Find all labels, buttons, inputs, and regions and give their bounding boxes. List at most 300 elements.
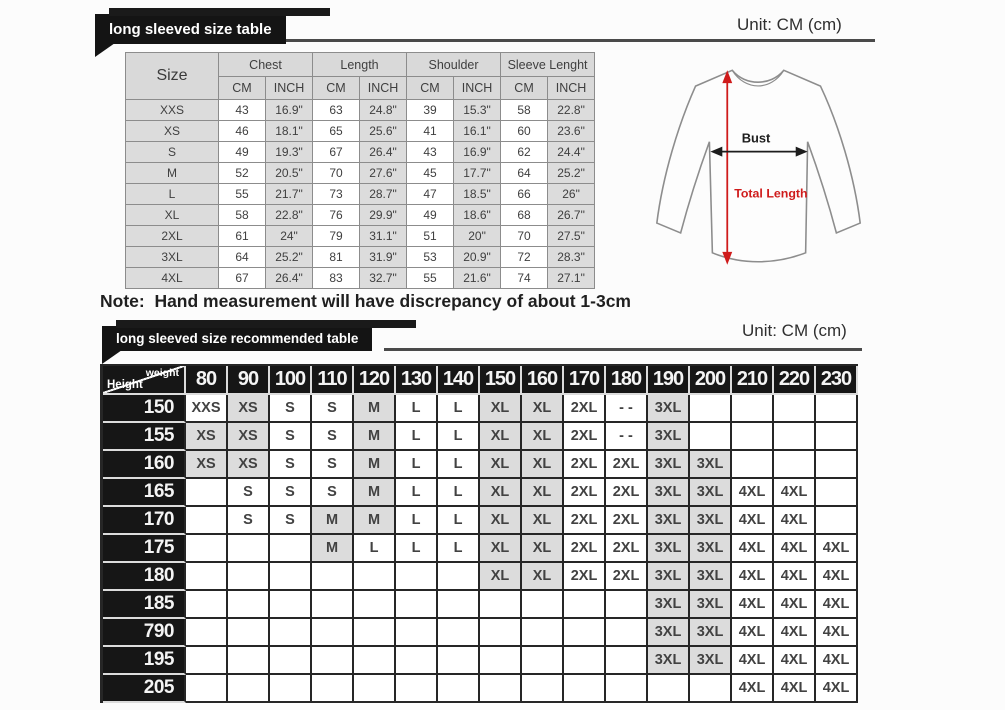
recommended-size-cell <box>816 479 858 507</box>
recommended-size-cell: 2XL <box>564 423 606 451</box>
measurement-cell: 26.7" <box>548 205 595 226</box>
recommended-size-cell: 3XL <box>648 619 690 647</box>
recommended-size-cell <box>816 451 858 479</box>
recommended-size-cell: 4XL <box>732 535 774 563</box>
recommended-table-row <box>103 619 858 647</box>
recommended-size-cell: XL <box>480 451 522 479</box>
recommended-size-cell: M <box>354 395 396 423</box>
recommended-size-cell <box>186 507 228 535</box>
recommended-size-cell <box>186 479 228 507</box>
recommended-size-cell: XL <box>522 507 564 535</box>
recommended-size-cell: 3XL <box>648 535 690 563</box>
measurement-cell: 22.8" <box>548 100 595 121</box>
recommended-table-row <box>103 591 858 619</box>
measurement-cell: 25.6" <box>360 121 407 142</box>
recommended-size-cell <box>480 619 522 647</box>
recommended-size-cell <box>270 591 312 619</box>
recommended-size-cell <box>438 591 480 619</box>
recommended-size-cell <box>438 619 480 647</box>
recommended-size-cell: 4XL <box>774 507 816 535</box>
recommended-table-row <box>103 451 858 479</box>
recommended-size-cell <box>270 563 312 591</box>
shirt-outline <box>657 70 860 261</box>
recommended-size-cell: 3XL <box>648 647 690 675</box>
recommended-size-cell: 4XL <box>816 535 858 563</box>
recommended-size-cell <box>606 647 648 675</box>
measurement-cell: 15.3" <box>454 100 501 121</box>
measurement-cell: 81 <box>313 247 360 268</box>
recommended-size-cell: XS <box>186 451 228 479</box>
recommended-size-cell: XL <box>480 507 522 535</box>
unit-label: Unit: CM (cm) <box>742 321 847 340</box>
recommended-size-cell: XL <box>522 535 564 563</box>
weight-header-cell: 200 <box>690 366 732 395</box>
weight-header-cell: 190 <box>648 366 690 395</box>
measurement-cell: 27.6" <box>360 163 407 184</box>
measurement-cell: 16.9" <box>454 142 501 163</box>
recommended-size-cell: S <box>270 479 312 507</box>
size-label-cell: XXS <box>126 100 219 121</box>
recommended-size-cell <box>354 619 396 647</box>
recommended-size-cell <box>522 675 564 703</box>
recommended-size-cell <box>228 591 270 619</box>
recommended-size-cell: 3XL <box>648 423 690 451</box>
size-table-banner <box>95 14 286 44</box>
measurement-cell: 19.3" <box>266 142 313 163</box>
recommended-size-cell: XL <box>522 479 564 507</box>
recommended-size-cell: 3XL <box>648 451 690 479</box>
measurement-cell: 51 <box>407 226 454 247</box>
recommended-size-cell: 2XL <box>564 395 606 423</box>
bust-label: Bust <box>741 130 771 146</box>
recommended-size-cell: L <box>354 535 396 563</box>
size-table-row <box>126 163 595 184</box>
recommended-size-cell: 4XL <box>732 591 774 619</box>
recommended-size-cell <box>186 619 228 647</box>
measurement-cell: 22.8" <box>266 205 313 226</box>
recommended-size-cell: XS <box>228 423 270 451</box>
col-group-header: Sleeve Lenght <box>501 53 595 77</box>
recommended-size-cell: XL <box>480 423 522 451</box>
recommended-size-cell: 4XL <box>816 591 858 619</box>
recommended-size-cell: S <box>228 507 270 535</box>
recommended-size-cell: 4XL <box>774 675 816 703</box>
recommended-size-cell: 2XL <box>606 563 648 591</box>
measurement-cell: 67 <box>313 142 360 163</box>
size-table-header-row <box>126 53 595 77</box>
recommended-size-cell <box>396 675 438 703</box>
recommended-size-cell: 3XL <box>648 479 690 507</box>
corner-height-label: Height <box>107 379 143 391</box>
size-measurement-table <box>125 52 595 289</box>
height-label-cell: 195 <box>103 647 186 675</box>
unit-subheader: INCH <box>360 77 407 100</box>
size-table-row <box>126 247 595 268</box>
recommended-table-row <box>103 535 858 563</box>
recommended-size-cell: 4XL <box>774 591 816 619</box>
measurement-cell: 72 <box>501 247 548 268</box>
recommended-size-cell: 4XL <box>732 563 774 591</box>
recommended-size-cell: 4XL <box>816 563 858 591</box>
recommended-size-cell <box>690 395 732 423</box>
measurement-cell: 25.2" <box>548 163 595 184</box>
measurement-cell: 24" <box>266 226 313 247</box>
measurement-cell: 49 <box>407 205 454 226</box>
recommended-size-cell <box>774 395 816 423</box>
measurement-cell: 24.4" <box>548 142 595 163</box>
recommended-size-cell: M <box>354 423 396 451</box>
recommended-table-row <box>103 479 858 507</box>
recommended-size-cell <box>186 535 228 563</box>
recommended-size-cell <box>816 395 858 423</box>
recommended-size-cell <box>270 675 312 703</box>
recommended-size-cell: L <box>438 451 480 479</box>
recommended-size-cell <box>732 395 774 423</box>
recommended-size-cell <box>606 591 648 619</box>
height-label-cell: 150 <box>103 395 186 423</box>
height-label-cell: 185 <box>103 591 186 619</box>
height-label-cell: 180 <box>103 563 186 591</box>
recommended-size-cell <box>312 563 354 591</box>
corner-header-cell <box>103 366 186 395</box>
recommended-size-cell: M <box>312 535 354 563</box>
recommended-size-cell: S <box>228 479 270 507</box>
measurement-cell: 24.8" <box>360 100 407 121</box>
measurement-cell: 60 <box>501 121 548 142</box>
recommended-size-cell: 2XL <box>564 535 606 563</box>
size-label-cell: 2XL <box>126 226 219 247</box>
recommended-size-cell <box>396 647 438 675</box>
recommended-size-cell: 3XL <box>690 619 732 647</box>
recommended-size-cell: 4XL <box>774 619 816 647</box>
weight-header-cell: 100 <box>270 366 312 395</box>
recommended-size-cell: 3XL <box>690 507 732 535</box>
recommended-size-cell: L <box>438 423 480 451</box>
measurement-cell: 49 <box>219 142 266 163</box>
recommended-size-cell: 3XL <box>690 535 732 563</box>
measurement-cell: 58 <box>219 205 266 226</box>
recommended-size-cell: 2XL <box>606 535 648 563</box>
recommended-size-cell: S <box>270 507 312 535</box>
recommended-size-cell: S <box>312 451 354 479</box>
measurement-cell: 83 <box>313 268 360 289</box>
col-group-header: Chest <box>219 53 313 77</box>
recommended-size-cell: M <box>354 507 396 535</box>
measurement-cell: 64 <box>219 247 266 268</box>
recommended-size-cell: XS <box>228 451 270 479</box>
measurement-cell: 64 <box>501 163 548 184</box>
measurement-cell: 55 <box>219 184 266 205</box>
recommended-size-cell: L <box>438 507 480 535</box>
recommended-size-cell <box>522 619 564 647</box>
weight-header-cell: 130 <box>396 366 438 395</box>
recommended-size-cell: XS <box>228 395 270 423</box>
recommended-size-cell <box>396 591 438 619</box>
measurement-cell: 21.7" <box>266 184 313 205</box>
measurement-cell: 16.9" <box>266 100 313 121</box>
height-label-cell: 155 <box>103 423 186 451</box>
size-table-row <box>126 268 595 289</box>
measurement-cell: 68 <box>501 205 548 226</box>
recommended-table-row <box>103 675 858 703</box>
size-label-cell: 4XL <box>126 268 219 289</box>
recommended-size-cell: 4XL <box>816 675 858 703</box>
recommended-table-row <box>103 507 858 535</box>
recommended-size-cell <box>354 647 396 675</box>
recommended-size-cell: 3XL <box>690 563 732 591</box>
recommended-size-cell <box>312 591 354 619</box>
recommended-size-cell <box>270 619 312 647</box>
measurement-cell: 26" <box>548 184 595 205</box>
recommended-size-cell: 3XL <box>648 591 690 619</box>
recommended-size-cell <box>396 563 438 591</box>
recommended-size-cell: L <box>396 479 438 507</box>
weight-header-cell: 220 <box>774 366 816 395</box>
shirt-diagram <box>636 46 884 290</box>
measurement-cell: 43 <box>407 142 454 163</box>
recommended-table-row <box>103 563 858 591</box>
col-group-header: Shoulder <box>407 53 501 77</box>
measurement-cell: 27.1" <box>548 268 595 289</box>
recommended-size-cell <box>228 619 270 647</box>
recommended-table-banner-label: long sleeved size recommended table <box>116 331 359 346</box>
measurement-cell: 18.6" <box>454 205 501 226</box>
weight-header-cell: 90 <box>228 366 270 395</box>
height-label-cell: 170 <box>103 507 186 535</box>
recommended-table-row <box>103 395 858 423</box>
measurement-cell: 41 <box>407 121 454 142</box>
recommended-size-cell <box>564 675 606 703</box>
measurement-cell: 21.6" <box>454 268 501 289</box>
recommended-size-cell: XL <box>480 479 522 507</box>
recommended-size-cell: 3XL <box>648 507 690 535</box>
size-label-cell: XL <box>126 205 219 226</box>
measurement-cell: 31.9" <box>360 247 407 268</box>
recommended-size-cell <box>228 563 270 591</box>
weight-header-cell: 170 <box>564 366 606 395</box>
recommended-size-cell: L <box>396 423 438 451</box>
recommended-size-cell: L <box>396 451 438 479</box>
recommended-size-cell <box>606 619 648 647</box>
recommended-size-cell: 4XL <box>732 619 774 647</box>
recommended-size-cell: 3XL <box>690 591 732 619</box>
measurement-cell: 32.7" <box>360 268 407 289</box>
recommended-size-cell: 4XL <box>774 647 816 675</box>
recommended-size-cell <box>438 563 480 591</box>
recommended-size-cell: 4XL <box>816 619 858 647</box>
recommended-size-cell: M <box>354 479 396 507</box>
recommended-size-cell <box>312 619 354 647</box>
measurement-cell: 66 <box>501 184 548 205</box>
recommended-size-cell: 3XL <box>690 451 732 479</box>
recommended-size-cell <box>228 647 270 675</box>
recommended-size-cell: S <box>270 395 312 423</box>
recommended-size-cell <box>690 675 732 703</box>
recommended-size-cell <box>480 647 522 675</box>
recommended-size-cell: 2XL <box>564 507 606 535</box>
total-length-label: Total Length <box>734 186 808 201</box>
recommended-size-cell: L <box>396 507 438 535</box>
recommended-size-cell: L <box>438 479 480 507</box>
measurement-cell: 20" <box>454 226 501 247</box>
measurement-cell: 58 <box>501 100 548 121</box>
size-corner-header: Size <box>126 53 219 100</box>
divider-line <box>384 348 862 351</box>
measurement-cell: 29.9" <box>360 205 407 226</box>
recommended-table-row <box>103 647 858 675</box>
height-label-cell: 790 <box>103 619 186 647</box>
recommended-size-cell: 2XL <box>564 451 606 479</box>
recommended-table-banner <box>102 326 372 351</box>
weight-header-cell: 210 <box>732 366 774 395</box>
measurement-cell: 18.1" <box>266 121 313 142</box>
recommended-size-cell: L <box>438 535 480 563</box>
recommended-size-table <box>100 364 858 703</box>
recommended-size-cell <box>774 423 816 451</box>
note-text: Note: Hand measurement will have discrepancy of about 1-3cm <box>100 291 631 311</box>
size-table-row <box>126 226 595 247</box>
recommended-size-cell: - - <box>606 395 648 423</box>
recommended-size-cell: 4XL <box>732 479 774 507</box>
recommended-size-cell <box>564 647 606 675</box>
recommended-size-cell: S <box>270 451 312 479</box>
measurement-cell: 63 <box>313 100 360 121</box>
recommended-size-cell: 4XL <box>732 675 774 703</box>
recommended-size-cell: L <box>396 395 438 423</box>
recommended-size-cell: 3XL <box>648 395 690 423</box>
recommended-size-cell <box>816 423 858 451</box>
measurement-cell: 25.2" <box>266 247 313 268</box>
weight-header-cell: 180 <box>606 366 648 395</box>
recommended-size-cell: XL <box>522 451 564 479</box>
recommended-size-cell <box>312 647 354 675</box>
height-label-cell: 205 <box>103 675 186 703</box>
measurement-cell: 79 <box>313 226 360 247</box>
measurement-cell: 47 <box>407 184 454 205</box>
recommended-size-cell <box>648 675 690 703</box>
recommended-size-cell <box>312 675 354 703</box>
unit-subheader: CM <box>219 77 266 100</box>
size-label-cell: XS <box>126 121 219 142</box>
measurement-cell: 62 <box>501 142 548 163</box>
unit-subheader: INCH <box>454 77 501 100</box>
measurement-cell: 20.5" <box>266 163 313 184</box>
recommended-size-cell <box>186 591 228 619</box>
recommended-size-cell <box>354 591 396 619</box>
weight-header-cell: 80 <box>186 366 228 395</box>
measurement-cell: 39 <box>407 100 454 121</box>
recommended-size-cell: M <box>354 451 396 479</box>
measurement-cell: 70 <box>501 226 548 247</box>
size-table-row <box>126 142 595 163</box>
recommended-size-cell: 2XL <box>564 479 606 507</box>
recommended-size-cell <box>732 423 774 451</box>
size-label-cell: S <box>126 142 219 163</box>
measurement-cell: 45 <box>407 163 454 184</box>
recommended-size-cell: XXS <box>186 395 228 423</box>
unit-subheader: INCH <box>266 77 313 100</box>
measurement-cell: 73 <box>313 184 360 205</box>
size-table-row <box>126 100 595 121</box>
recommended-size-cell <box>564 591 606 619</box>
measurement-cell: 16.1" <box>454 121 501 142</box>
measurement-cell: 65 <box>313 121 360 142</box>
recommended-size-cell: 4XL <box>732 647 774 675</box>
measurement-cell: 76 <box>313 205 360 226</box>
measurement-cell: 23.6" <box>548 121 595 142</box>
unit-subheader: CM <box>501 77 548 100</box>
recommended-size-cell <box>480 591 522 619</box>
height-label-cell: 160 <box>103 451 186 479</box>
recommended-size-cell <box>270 647 312 675</box>
recommended-size-cell <box>690 423 732 451</box>
recommended-size-cell <box>186 563 228 591</box>
recommended-size-cell: 3XL <box>690 479 732 507</box>
unit-subheader: CM <box>407 77 454 100</box>
measurement-cell: 46 <box>219 121 266 142</box>
recommended-size-cell: S <box>312 395 354 423</box>
col-group-header: Length <box>313 53 407 77</box>
measurement-cell: 55 <box>407 268 454 289</box>
weight-header-cell: 150 <box>480 366 522 395</box>
recommended-size-cell: S <box>312 479 354 507</box>
height-label-cell: 165 <box>103 479 186 507</box>
recommended-size-cell <box>186 675 228 703</box>
recommended-size-cell <box>438 647 480 675</box>
measurement-cell: 26.4" <box>360 142 407 163</box>
recommended-size-cell: S <box>312 423 354 451</box>
size-table-banner-label: long sleeved size table <box>109 20 272 38</box>
recommended-size-cell: 2XL <box>606 451 648 479</box>
measurement-cell: 70 <box>313 163 360 184</box>
recommended-size-cell: XL <box>480 535 522 563</box>
unit-subheader: INCH <box>548 77 595 100</box>
recommended-size-cell <box>270 535 312 563</box>
recommended-size-cell <box>564 619 606 647</box>
weight-header-cell: 140 <box>438 366 480 395</box>
corner-weight-label: weight <box>145 367 179 379</box>
weight-header-cell: 160 <box>522 366 564 395</box>
recommended-size-cell: 4XL <box>732 507 774 535</box>
measurement-cell: 31.1" <box>360 226 407 247</box>
measurement-cell: 17.7" <box>454 163 501 184</box>
size-label-cell: M <box>126 163 219 184</box>
size-table-row <box>126 184 595 205</box>
recommended-size-cell: S <box>270 423 312 451</box>
unit-label: Unit: CM (cm) <box>737 15 842 34</box>
recommended-size-cell: 2XL <box>564 563 606 591</box>
recommended-size-cell <box>438 675 480 703</box>
recommended-size-cell <box>396 619 438 647</box>
recommended-size-cell: XL <box>480 563 522 591</box>
recommended-size-cell: L <box>396 535 438 563</box>
recommended-size-cell <box>480 675 522 703</box>
recommended-size-cell: 3XL <box>648 563 690 591</box>
measurement-cell: 52 <box>219 163 266 184</box>
recommended-size-cell: 4XL <box>774 535 816 563</box>
size-label-cell: L <box>126 184 219 205</box>
recommended-size-cell: 4XL <box>816 647 858 675</box>
measurement-cell: 28.7" <box>360 184 407 205</box>
recommended-size-cell: M <box>312 507 354 535</box>
recommended-size-cell <box>228 675 270 703</box>
size-label-cell: 3XL <box>126 247 219 268</box>
recommended-size-cell <box>816 507 858 535</box>
recommended-size-cell <box>354 675 396 703</box>
recommended-size-cell: - - <box>606 423 648 451</box>
size-table-row <box>126 121 595 142</box>
measurement-cell: 67 <box>219 268 266 289</box>
